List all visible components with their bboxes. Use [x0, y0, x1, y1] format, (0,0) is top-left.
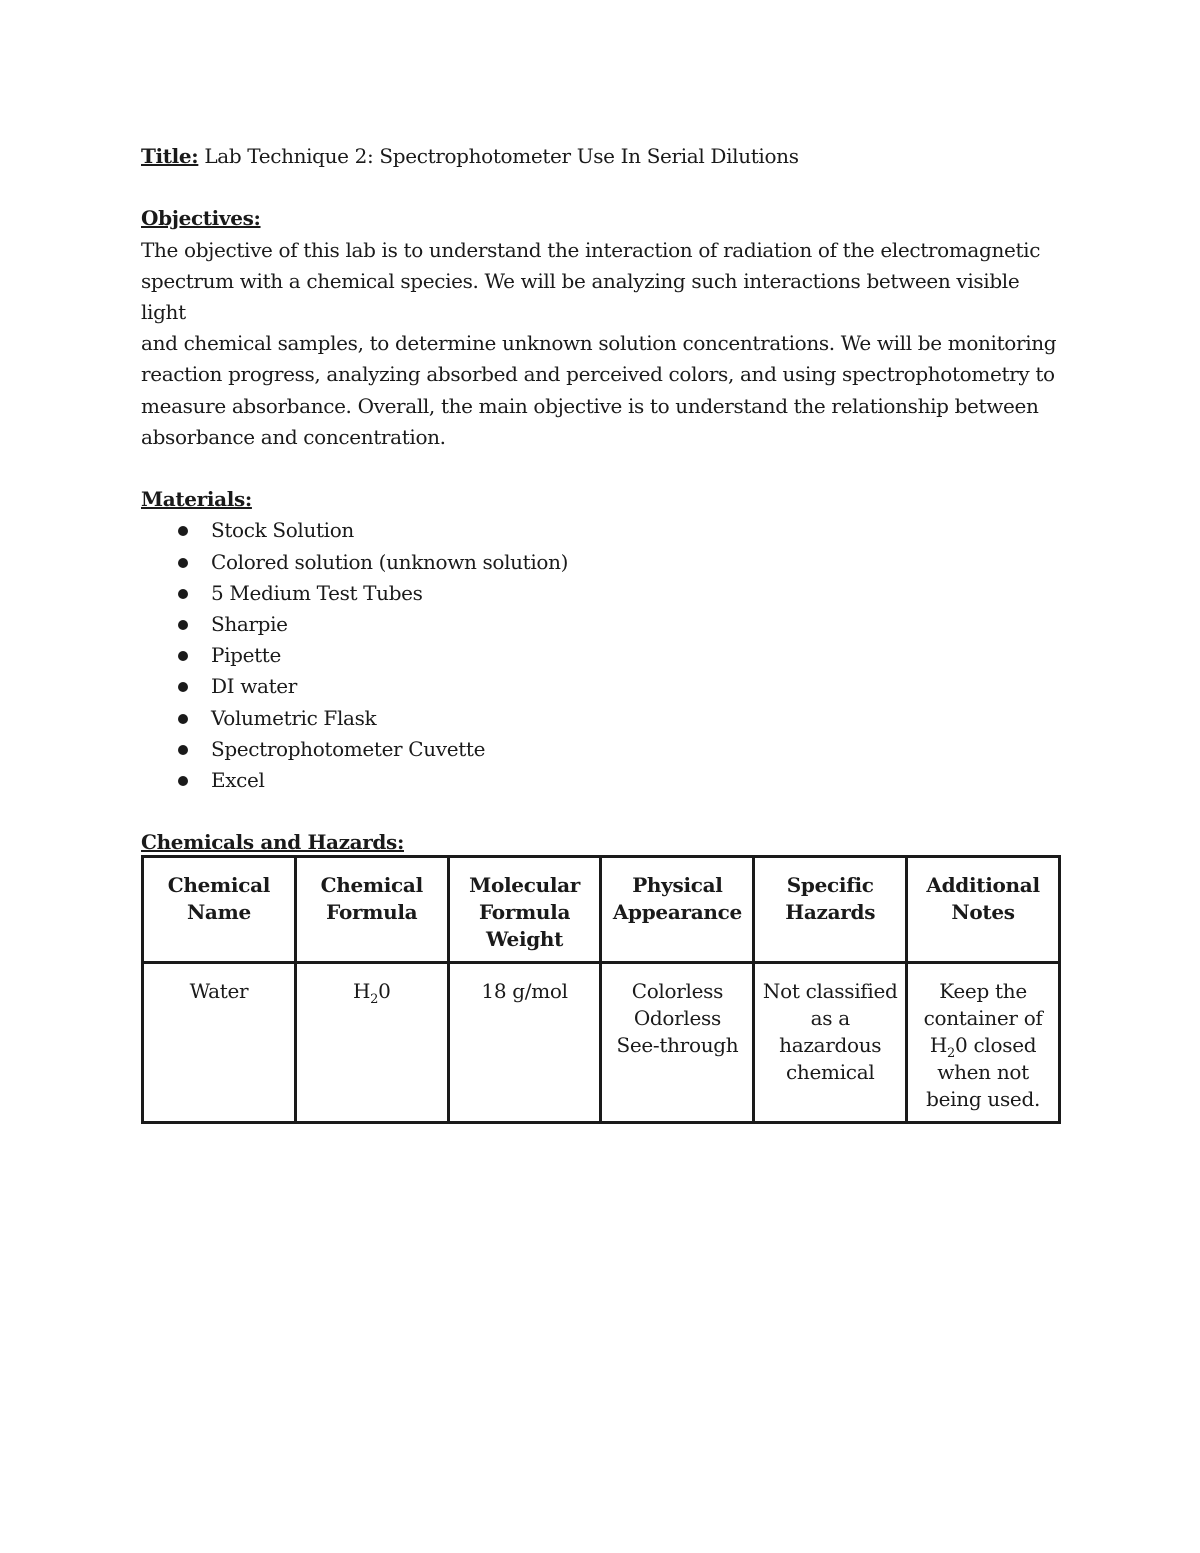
- cell-physical-appearance: Colorless Odorless See-through: [601, 963, 754, 1123]
- title-text: Lab Technique 2: Spectrophotometer Use In Serial Dilutions: [198, 144, 799, 168]
- objectives-line: spectrum with a chemical species. We will be analyzing such interactions between visible light: [141, 268, 1020, 324]
- column-header: Specific Hazards: [754, 857, 907, 963]
- materials-item: Excel: [141, 765, 1061, 796]
- materials-item: Stock Solution: [141, 515, 1061, 546]
- objectives-paragraph: [141, 235, 1061, 453]
- materials-item: Sharpie: [141, 609, 1061, 640]
- bullet-icon: [178, 745, 188, 755]
- hazards-table: [141, 855, 1061, 1124]
- objectives-heading: Objectives:: [141, 206, 261, 231]
- objectives-line: The objective of this lab is to understand the interaction of radiation of the electromagnetic: [141, 237, 1041, 262]
- bullet-icon: [178, 714, 188, 724]
- objectives-line: reaction progress, analyzing absorbed and perceived colors, and using spectrophotometry to: [141, 362, 1055, 387]
- document-body: [141, 141, 1061, 858]
- bullet-icon: [178, 558, 188, 568]
- materials-heading: Materials:: [141, 487, 252, 512]
- title-line: [141, 141, 1061, 172]
- materials-item: 5 Medium Test Tubes: [141, 578, 1061, 609]
- spacer: [141, 172, 1061, 203]
- title-label: Title:: [141, 144, 199, 168]
- objectives-line: and chemical samples, to determine unknown solution concentrations. We will be monitoring: [141, 331, 1057, 356]
- table-row: [143, 963, 1060, 1123]
- objectives-line: measure absorbance. Overall, the main objective is to understand the relationship between: [141, 393, 1039, 418]
- objectives-line: absorbance and concentration.: [141, 424, 446, 449]
- spacer: [141, 453, 1061, 484]
- cell-molecular-weight: 18 g/mol: [448, 963, 601, 1123]
- column-header: Chemical Formula: [295, 857, 448, 963]
- materials-item: Colored solution (unknown solution): [141, 547, 1061, 578]
- bullet-icon: [178, 682, 188, 692]
- materials-list: [141, 515, 1061, 796]
- bullet-icon: [178, 589, 188, 599]
- hazards-table-wrapper: [141, 855, 1061, 1124]
- cell-specific-hazards: Not classified as a hazardous chemical: [754, 963, 907, 1123]
- materials-item: Spectrophotometer Cuvette: [141, 734, 1061, 765]
- bullet-icon: [178, 526, 188, 536]
- table-header-row: [143, 857, 1060, 963]
- materials-item: Volumetric Flask: [141, 703, 1061, 734]
- bullet-icon: [178, 651, 188, 661]
- chemicals-heading: Chemicals and Hazards:: [141, 830, 404, 855]
- materials-item: DI water: [141, 671, 1061, 702]
- bullet-icon: [178, 620, 188, 630]
- column-header: Chemical Name: [143, 857, 296, 963]
- column-header: Molecular Formula Weight: [448, 857, 601, 963]
- materials-item: Pipette: [141, 640, 1061, 671]
- cell-chemical-formula: $H_20$: [295, 963, 448, 1123]
- cell-additional-notes: Keep the container of $H_20$ closed when not being used.: [907, 963, 1060, 1123]
- column-header: Additional Notes: [907, 857, 1060, 963]
- column-header: Physical Appearance: [601, 857, 754, 963]
- bullet-icon: [178, 776, 188, 786]
- spacer: [141, 796, 1061, 827]
- cell-chemical-name: Water: [143, 963, 296, 1123]
